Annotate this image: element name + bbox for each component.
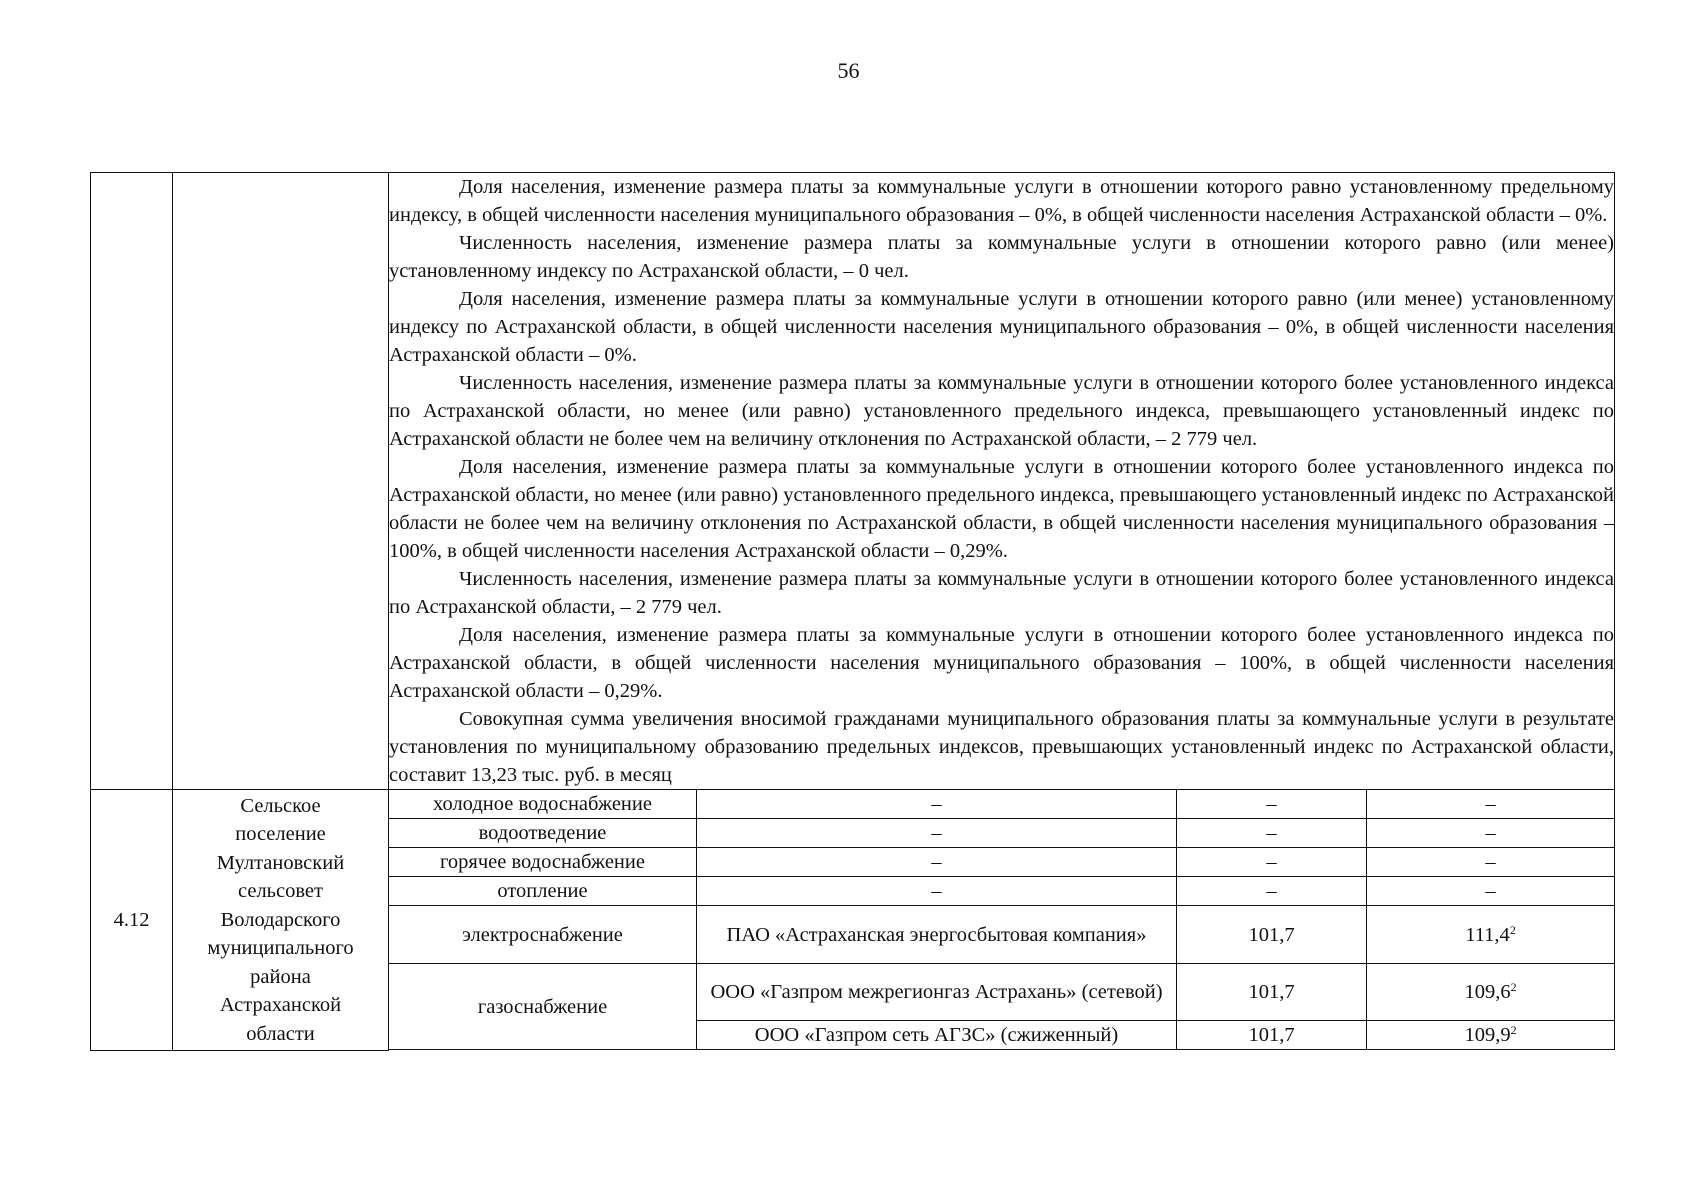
limit-value: 109,6 bbox=[1464, 981, 1511, 1003]
index-value: 101,7 bbox=[1177, 906, 1367, 964]
municipality-line: Мултановский bbox=[216, 851, 345, 874]
municipality-line: Володарского bbox=[220, 908, 341, 931]
service-name: газоснабжение bbox=[389, 964, 697, 1050]
municipality-line: сельсовет bbox=[238, 880, 323, 902]
service-name: электроснабжение bbox=[389, 906, 697, 964]
paragraph: Совокупная сумма увеличения вносимой гражданами муниципального образования платы за коммунальные услуги в результате установления по муниципальному образованию предельных индексов, превышающих установленный индекс по Астраханской области, составит 13,23 тыс. руб. в месяц bbox=[389, 708, 1615, 786]
organization: ООО «Газпром межрегионгаз Астрахань» (сетевой) bbox=[697, 964, 1177, 1021]
organization: ООО «Газпром сеть АГЗС» (сжиженный) bbox=[697, 1021, 1177, 1050]
organization: – bbox=[697, 819, 1177, 848]
index-value: – bbox=[1177, 819, 1367, 848]
spacer-cell bbox=[389, 1050, 1615, 1051]
service-name: водоотведение bbox=[389, 819, 697, 848]
paragraph: Доля населения, изменение размера платы за коммунальные услуги в отношении которого равно установленному предельному индексу, в общей численности населения муниципального образования – 0%, в общей численности населения Астраханской области – 0%. bbox=[389, 176, 1615, 226]
organization: – bbox=[697, 790, 1177, 819]
tariff-table bbox=[90, 172, 1615, 1051]
service-name: горячее водоснабжение bbox=[389, 848, 697, 877]
municipality-name bbox=[173, 790, 389, 1051]
municipality-line: муниципального bbox=[207, 937, 354, 959]
index-value: – bbox=[1177, 877, 1367, 906]
paragraph: Доля населения, изменение размера платы за коммунальные услуги в отношении которого более установленного индекса по Астраханской области, но менее (или равно) установленного предельного индекса, превышающего установленный индекс по Астраханской области не более чем на величину отклонения по Астраханской области, в общей численности населения муниципального образования – 100%, в общей численности населения Астраханской области – 0,29%. bbox=[389, 456, 1615, 562]
limit-index-value: – bbox=[1367, 848, 1615, 877]
index-value: – bbox=[1177, 790, 1367, 819]
index-value: – bbox=[1177, 848, 1367, 877]
limit-value: 109,9 bbox=[1464, 1024, 1511, 1046]
service-name: отопление bbox=[389, 877, 697, 906]
limit-index-value bbox=[1367, 906, 1615, 964]
paragraph: Численность населения, изменение размера платы за коммунальные услуги в отношении которого более установленного индекса по Астраханской области, но менее (или равно) установленного предельного индекса, превышающего установленный индекс по Астраханской области не более чем на величину отклонения по Астраханской области, – 2 779 чел. bbox=[389, 372, 1615, 450]
limit-value: 111,4 bbox=[1465, 923, 1510, 946]
footnote-mark: 2 bbox=[1510, 980, 1517, 994]
organization: – bbox=[697, 877, 1177, 906]
footnote-mark: 2 bbox=[1510, 1023, 1517, 1037]
limit-index-value bbox=[1367, 1021, 1615, 1050]
footnote-mark: 2 bbox=[1509, 922, 1516, 937]
service-name: холодное водоснабжение bbox=[389, 790, 697, 819]
municipality-line: района bbox=[250, 965, 311, 988]
index-value: 101,7 bbox=[1177, 964, 1367, 1021]
paragraph: Численность населения, изменение размера платы за коммунальные услуги в отношении которого более установленного индекса по Астраханской области, – 2 779 чел. bbox=[389, 568, 1615, 618]
organization: – bbox=[697, 848, 1177, 877]
limit-index-value: – bbox=[1367, 819, 1615, 848]
limit-index-value bbox=[1367, 964, 1615, 1021]
page-number: 56 bbox=[837, 58, 860, 83]
municipality-line: поселение bbox=[235, 823, 326, 845]
section-number: 4.12 bbox=[91, 790, 173, 1051]
empty-number-cell bbox=[91, 173, 173, 790]
paragraph: Доля населения, изменение размера платы за коммунальные услуги в отношении которого более установленного индекса по Астраханской области, в общей численности населения муниципального образования – 100%, в общей численности населения Астраханской области – 0,29%. bbox=[389, 624, 1615, 702]
index-value: 101,7 bbox=[1177, 1021, 1367, 1050]
population-impact-text bbox=[389, 173, 1615, 790]
limit-index-value: – bbox=[1367, 877, 1615, 906]
paragraph: Численность населения, изменение размера платы за коммунальные услуги в отношении которого равно (или менее) установленному индексу по Астраханской области, – 0 чел. bbox=[389, 232, 1615, 282]
municipality-line: Астраханской bbox=[219, 994, 342, 1016]
paragraph: Доля населения, изменение размера платы за коммунальные услуги в отношении которого равно (или менее) установленному индексу по Астраханской области, в общей численности населения муниципального образования – 0%, в общей численности населения Астраханской области – 0%. bbox=[389, 288, 1615, 366]
organization: ПАО «Астраханская энергосбытовая компания» bbox=[697, 906, 1177, 964]
continuation-row bbox=[91, 173, 1615, 790]
empty-municipality-cell bbox=[173, 173, 389, 790]
municipality-line: Сельское bbox=[240, 794, 321, 817]
municipality-line: области bbox=[246, 1022, 315, 1045]
table-row bbox=[91, 790, 1615, 819]
limit-index-value: – bbox=[1367, 790, 1615, 819]
